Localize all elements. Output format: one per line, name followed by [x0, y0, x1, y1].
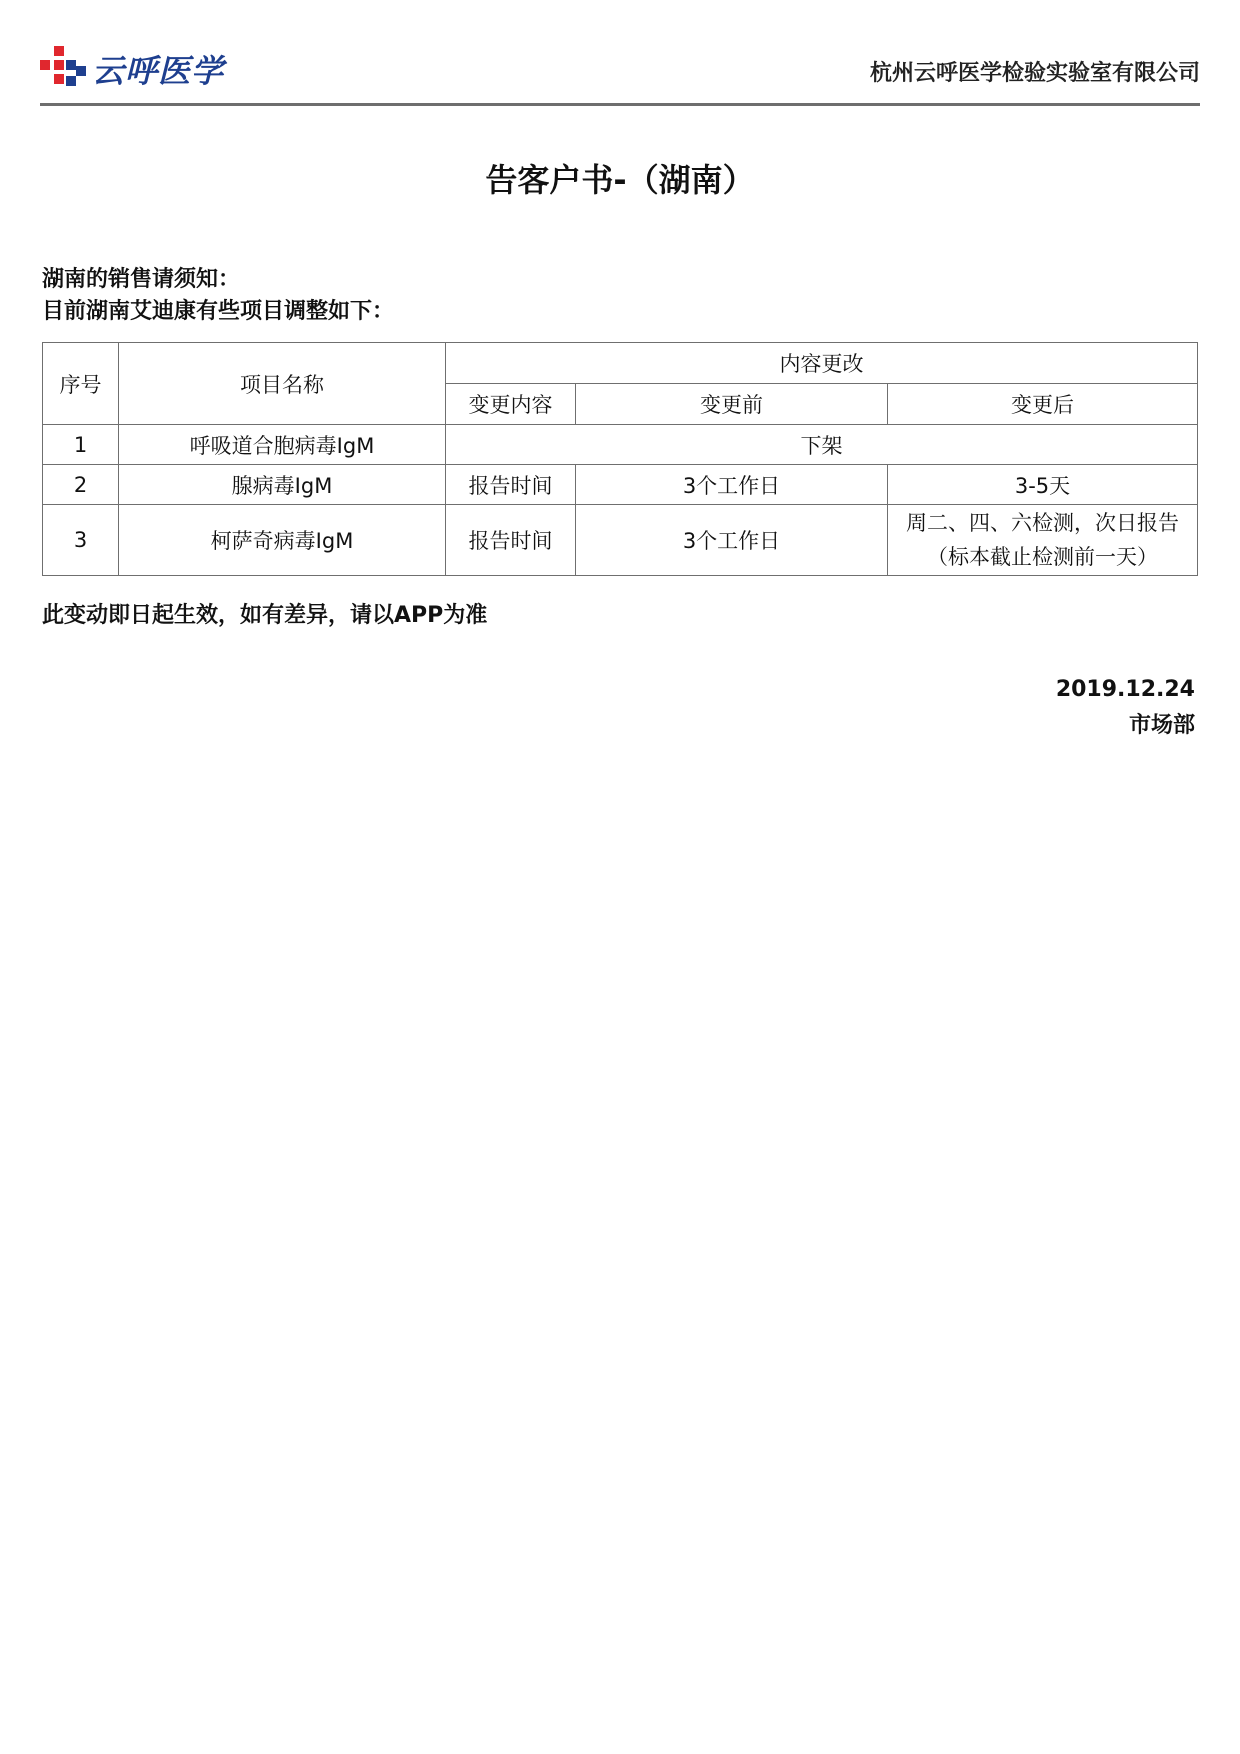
- intro-line-1: 湖南的销售请须知：: [42, 267, 241, 292]
- cell-before: 3个工作日: [576, 505, 888, 576]
- cell-merged-status: 下架: [446, 425, 1198, 465]
- intro-text: [42, 264, 394, 328]
- cell-after: 周二、四、六检测，次日报告（标本截止检测前一天）: [888, 505, 1198, 576]
- logo-text: 云呼医学: [92, 52, 225, 90]
- header-change-content: 变更内容: [446, 384, 576, 425]
- cell-name: 柯萨奇病毒IgM: [119, 505, 446, 576]
- company-logo: [40, 46, 224, 92]
- page-header: [40, 42, 1200, 104]
- header-after: 变更后: [888, 384, 1198, 425]
- cell-seq: 1: [43, 425, 119, 465]
- header-seq: 序号: [43, 343, 119, 425]
- table-header-row: [43, 343, 1198, 384]
- department: 市场部: [1128, 713, 1195, 738]
- table-row: [43, 505, 1198, 576]
- header-divider: [40, 103, 1200, 106]
- header-content-change: 内容更改: [446, 343, 1198, 384]
- header-item-name: 项目名称: [119, 343, 446, 425]
- cell-name: 呼吸道合胞病毒IgM: [119, 425, 446, 465]
- cell-seq: 2: [43, 465, 119, 505]
- company-name: 杭州云呼医学检验实验室有限公司: [869, 61, 1200, 86]
- header-before: 变更前: [576, 384, 888, 425]
- cell-after: 3-5天: [888, 465, 1198, 505]
- signature-block: [1056, 672, 1195, 744]
- cell-change: 报告时间: [446, 465, 576, 505]
- issue-date: 2019.12.24: [1055, 677, 1195, 702]
- cell-name: 腺病毒IgM: [119, 465, 446, 505]
- cell-before: 3个工作日: [576, 465, 888, 505]
- cell-change: 报告时间: [446, 505, 576, 576]
- intro-line-2: 目前湖南艾迪康有些项目调整如下：: [42, 299, 395, 324]
- effective-note: 此变动即日起生效，如有差异，请以APP为准: [42, 603, 488, 628]
- table-row: [43, 425, 1198, 465]
- change-table: [42, 342, 1198, 576]
- medical-cross-icon: [40, 46, 86, 92]
- document-title: 告客户书-（湖南）: [485, 161, 755, 199]
- cell-seq: 3: [43, 505, 119, 576]
- table-row: [43, 465, 1198, 505]
